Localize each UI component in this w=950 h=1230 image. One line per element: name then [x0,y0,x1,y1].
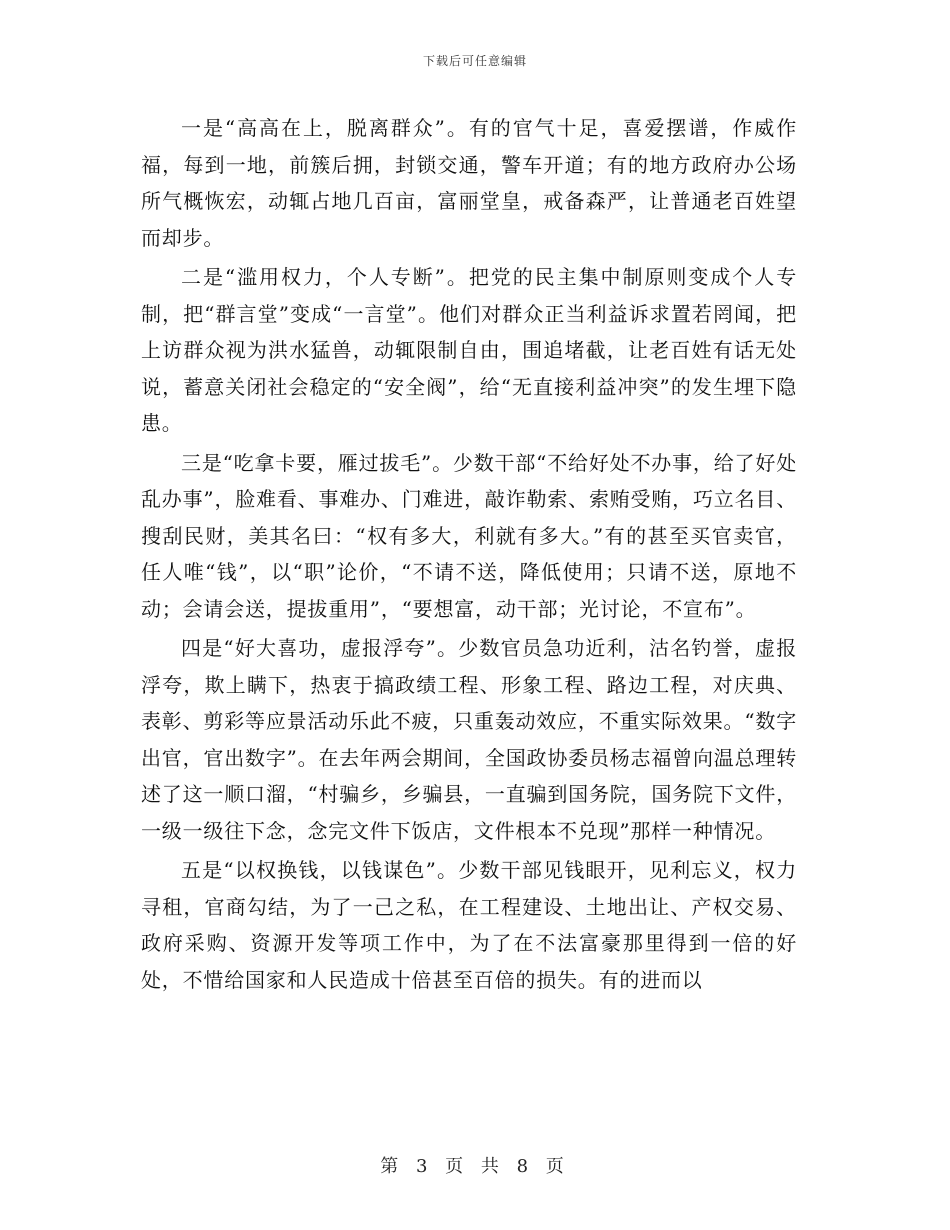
paragraph-4: 四是“好大喜功，虚报浮夸”。少数官员急功近利，沽名钓誉，虚报浮夸，欺上瞒下，热衷于搞政绩工程、形象工程、路边工程，对庆典、表彰、剪彩等应景活动乐此不疲，只重轰动效应，不重实际效果。“数字出官，官出数字”。在去年两会期间，全国政协委员杨志福曾向温总理转述了这一顺口溜，“村骗乡，乡骗县，一直骗到国务院，国务院下文件，一级一级往下念，念完文件下饭店，文件根本不兑现”那样一种情况。 [141,636,797,843]
page-number: 第 3 页 共 8 页 [380,1156,570,1177]
paragraph-1: 一是“高高在上，脱离群众”。有的官气十足，喜爱摆谱，作威作福，每到一地，前簇后拥，封锁交通，警车开道；有的地方政府办公场所气概恢宏，动辄占地几百亩，富丽堂皇，戒备森严，让普通老百姓望而却步。 [141,116,797,250]
paragraph-2: 二是“滥用权力，个人专断”。把党的民主集中制原则变成个人专制，把“群言堂”变成“一言堂”。他们对群众正当利益诉求置若罔闻，把上访群众视为洪水猛兽，动辄限制自由，围追堵截，让老百姓有话无处说，蓄意关闭社会稳定的“安全阀”，给“无直接利益冲突”的发生埋下隐患。 [141,265,797,435]
paragraph-5: 五是“以权换钱，以钱谋色”。少数干部见钱眼开，见利忘义，权力寻租，官商勾结，为了一己之私，在工程建设、土地出让、产权交易、政府采购、资源开发等项工作中，为了在不法富豪那里得到一倍的好处，不惜给国家和人民造成十倍甚至百倍的损失。有的进而以 [141,858,797,992]
page-header: 下载后可任意编辑 [422,54,527,68]
body-text [141,110,797,1001]
paragraph-3: 三是“吃拿卡要，雁过拔毛”。少数干部“不给好处不办事，给了好处乱办事”，脸难看、事难办、门难进，敲诈勒索、索贿受贿，巧立名目、搜刮民财，美其名曰：“权有多大，利就有多大。”有的甚至买官卖官，任人唯“钱”，以“职”论价，“不请不送，降低使用；只请不送，原地不动；会请会送，提拔重用”，“要想富，动干部；光讨论，不宣布”。 [141,450,797,621]
